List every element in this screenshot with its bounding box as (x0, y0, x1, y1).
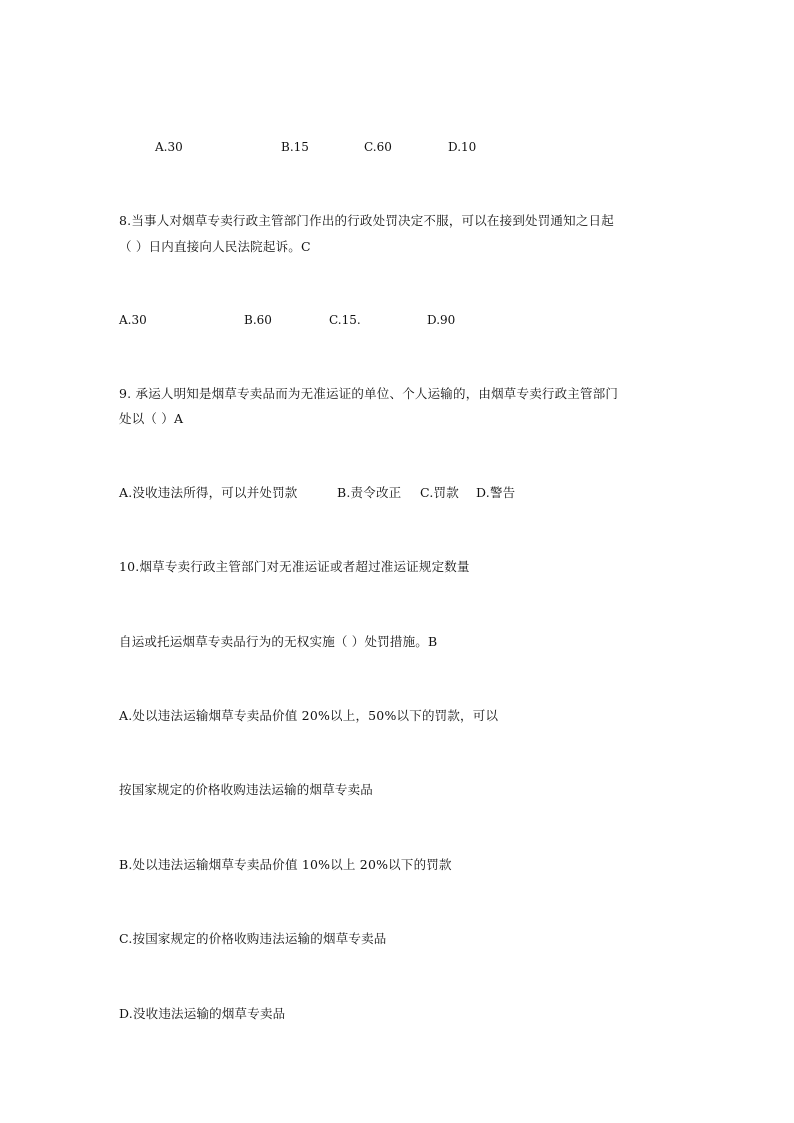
q8-question-line-2: （ ）日内直接向人民法院起诉。C (119, 239, 311, 254)
q8-option-c: C.15. (329, 313, 361, 327)
q9-option-b: B.责令改正 (337, 485, 402, 500)
q10-option-b: B.处以违法运输烟草专卖品价值 10%以上 20%以下的罚款 (119, 857, 452, 872)
q8-option-a: A.30 (119, 313, 147, 327)
q10-question-line-2: 自运或托运烟草专卖品行为的无权实施（ ）处罚措施。B (119, 634, 438, 649)
q10-option-d: D.没收违法运输的烟草专卖品 (119, 1006, 286, 1021)
q10-option-a-line-2: 按国家规定的价格收购违法运输的烟草专卖品 (119, 782, 374, 797)
q9-option-a: A.没收违法所得，可以并处罚款 (119, 485, 298, 500)
q9-option-c: C.罚款 (420, 485, 459, 500)
q7-option-c: C.60 (364, 140, 392, 154)
q9-question-line-1: 9. 承运人明知是烟草专卖品而为无准运证的单位、个人运输的，由烟草专卖行政主管部门 (119, 386, 619, 401)
q7-option-d: D.10 (448, 140, 477, 154)
q8-option-d: D.90 (427, 313, 456, 327)
q10-option-a-line-1: A.处以违法运输烟草专卖品价值 20%以上，50%以下的罚款，可以 (119, 708, 499, 723)
q10-option-c: C.按国家规定的价格收购违法运输的烟草专卖品 (119, 931, 387, 946)
q7-option-b: B.15 (281, 140, 309, 154)
q7-option-a: A.30 (155, 140, 183, 154)
q9-option-d: D.警告 (476, 485, 516, 500)
q8-question-line-1: 8.当事人对烟草专卖行政主管部门作出的行政处罚决定不服，可以在接到处罚通知之日起 (119, 213, 614, 228)
q9-question-line-2: 处以（ ）A (119, 411, 184, 426)
q8-option-b: B.60 (244, 313, 272, 327)
q10-question-line-1: 10.烟草专卖行政主管部门对无准运证或者超过准运证规定数量 (119, 559, 470, 574)
